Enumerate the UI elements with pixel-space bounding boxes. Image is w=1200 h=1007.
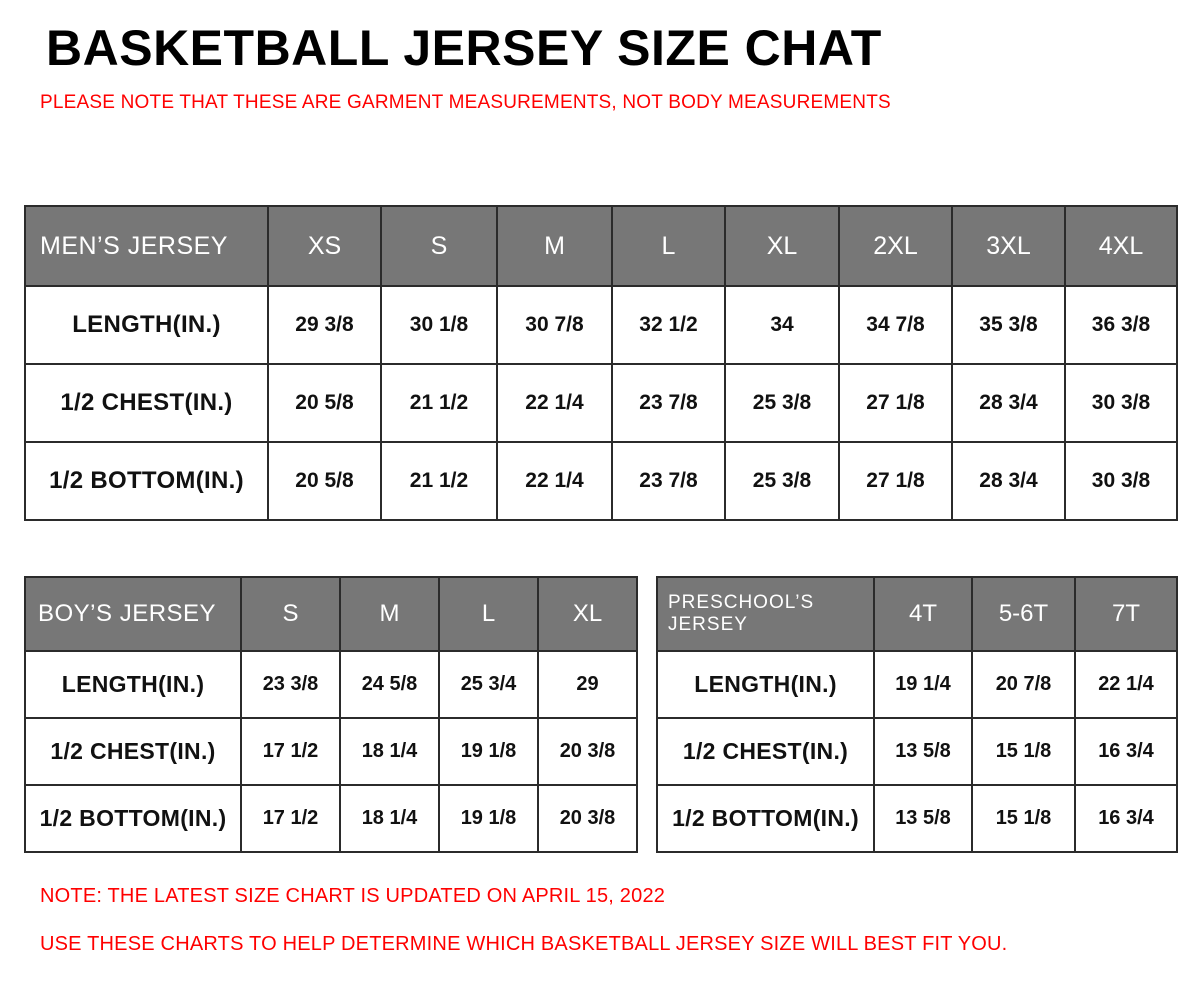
table-cell: 25 3/4: [439, 651, 538, 718]
table-cell: 20 3/8: [538, 718, 637, 785]
boys-size-header: L: [439, 577, 538, 651]
table-cell: 32 1/2: [612, 286, 725, 364]
table-cell: 21 1/2: [381, 442, 497, 520]
mens-jersey-table: [24, 205, 1178, 521]
mens-header-row: [25, 206, 1177, 286]
table-cell: 34: [725, 286, 839, 364]
table-cell: 19 1/8: [439, 785, 538, 852]
mens-size-header: S: [381, 206, 497, 286]
table-cell: 30 3/8: [1065, 442, 1177, 520]
boys-size-header: S: [241, 577, 340, 651]
mens-size-header: 4XL: [1065, 206, 1177, 286]
table-cell: 15 1/8: [972, 718, 1075, 785]
table-cell: 23 7/8: [612, 364, 725, 442]
preschool-size-header: 4T: [874, 577, 972, 651]
row-label: 1/2 BOTTOM(IN.): [25, 442, 268, 520]
table-row: [25, 718, 637, 785]
row-label: LENGTH(IN.): [657, 651, 874, 718]
table-cell: 30 1/8: [381, 286, 497, 364]
table-cell: 20 7/8: [972, 651, 1075, 718]
table-row: [25, 442, 1177, 520]
mens-size-header: 3XL: [952, 206, 1065, 286]
row-label: 1/2 BOTTOM(IN.): [657, 785, 874, 852]
table-cell: 36 3/8: [1065, 286, 1177, 364]
table-cell: 27 1/8: [839, 442, 952, 520]
footer-notes: [40, 886, 1007, 954]
table-cell: 25 3/8: [725, 442, 839, 520]
preschool-size-header: 7T: [1075, 577, 1177, 651]
table-cell: 34 7/8: [839, 286, 952, 364]
preschool-jersey-table: [656, 576, 1178, 853]
table-cell: 22 1/4: [497, 364, 612, 442]
row-label: 1/2 CHEST(IN.): [657, 718, 874, 785]
table-cell: 18 1/4: [340, 785, 439, 852]
table-cell: 16 3/4: [1075, 785, 1177, 852]
mens-size-header: 2XL: [839, 206, 952, 286]
table-cell: 29 3/8: [268, 286, 381, 364]
table-row: [657, 785, 1177, 852]
row-label: LENGTH(IN.): [25, 286, 268, 364]
mens-header-label: MEN’S JERSEY: [25, 206, 268, 286]
table-cell: 16 3/4: [1075, 718, 1177, 785]
mens-size-header: XS: [268, 206, 381, 286]
boys-header-label: BOY’S JERSEY: [25, 577, 241, 651]
table-row: [25, 785, 637, 852]
table-cell: 27 1/8: [839, 364, 952, 442]
table-cell: 23 3/8: [241, 651, 340, 718]
preschool-header-row: [657, 577, 1177, 651]
table-cell: 28 3/4: [952, 442, 1065, 520]
mens-size-header: M: [497, 206, 612, 286]
table-cell: 15 1/8: [972, 785, 1075, 852]
table-cell: 22 1/4: [1075, 651, 1177, 718]
mens-size-header: XL: [725, 206, 839, 286]
table-cell: 21 1/2: [381, 364, 497, 442]
table-cell: 17 1/2: [241, 785, 340, 852]
table-cell: 20 5/8: [268, 364, 381, 442]
boys-size-header: M: [340, 577, 439, 651]
table-cell: 25 3/8: [725, 364, 839, 442]
table-cell: 19 1/4: [874, 651, 972, 718]
table-cell: 13 5/8: [874, 785, 972, 852]
preschool-header-label: PRESCHOOL’S JERSEY: [657, 577, 874, 651]
table-row: [25, 651, 637, 718]
table-row: [657, 651, 1177, 718]
footer-note-line2: USE THESE CHARTS TO HELP DETERMINE WHICH BASKETBALL JERSEY SIZE WILL BEST FIT YOU.: [40, 933, 1008, 955]
table-cell: 13 5/8: [874, 718, 972, 785]
table-row: [657, 718, 1177, 785]
table-cell: 18 1/4: [340, 718, 439, 785]
row-label: LENGTH(IN.): [25, 651, 241, 718]
table-cell: 22 1/4: [497, 442, 612, 520]
table-row: [25, 286, 1177, 364]
table-cell: 30 3/8: [1065, 364, 1177, 442]
preschool-size-header: 5-6T: [972, 577, 1075, 651]
footer-note-line1: NOTE: THE LATEST SIZE CHART IS UPDATED ON APRIL 15, 2022: [40, 885, 666, 907]
top-note: PLEASE NOTE THAT THESE ARE GARMENT MEASUREMENTS, NOT BODY MEASUREMENTS: [40, 91, 891, 113]
row-label: 1/2 BOTTOM(IN.): [25, 785, 241, 852]
page-title: BASKETBALL JERSEY SIZE CHAT: [46, 20, 882, 76]
table-cell: 20 3/8: [538, 785, 637, 852]
table-cell: 20 5/8: [268, 442, 381, 520]
table-cell: 19 1/8: [439, 718, 538, 785]
boys-header-row: [25, 577, 637, 651]
table-cell: 17 1/2: [241, 718, 340, 785]
table-cell: 24 5/8: [340, 651, 439, 718]
table-cell: 30 7/8: [497, 286, 612, 364]
table-cell: 29: [538, 651, 637, 718]
row-label: 1/2 CHEST(IN.): [25, 718, 241, 785]
boys-size-header: XL: [538, 577, 637, 651]
table-cell: 23 7/8: [612, 442, 725, 520]
table-cell: 35 3/8: [952, 286, 1065, 364]
table-cell: 28 3/4: [952, 364, 1065, 442]
row-label: 1/2 CHEST(IN.): [25, 364, 268, 442]
table-row: [25, 364, 1177, 442]
boys-jersey-table: [24, 576, 638, 853]
mens-size-header: L: [612, 206, 725, 286]
